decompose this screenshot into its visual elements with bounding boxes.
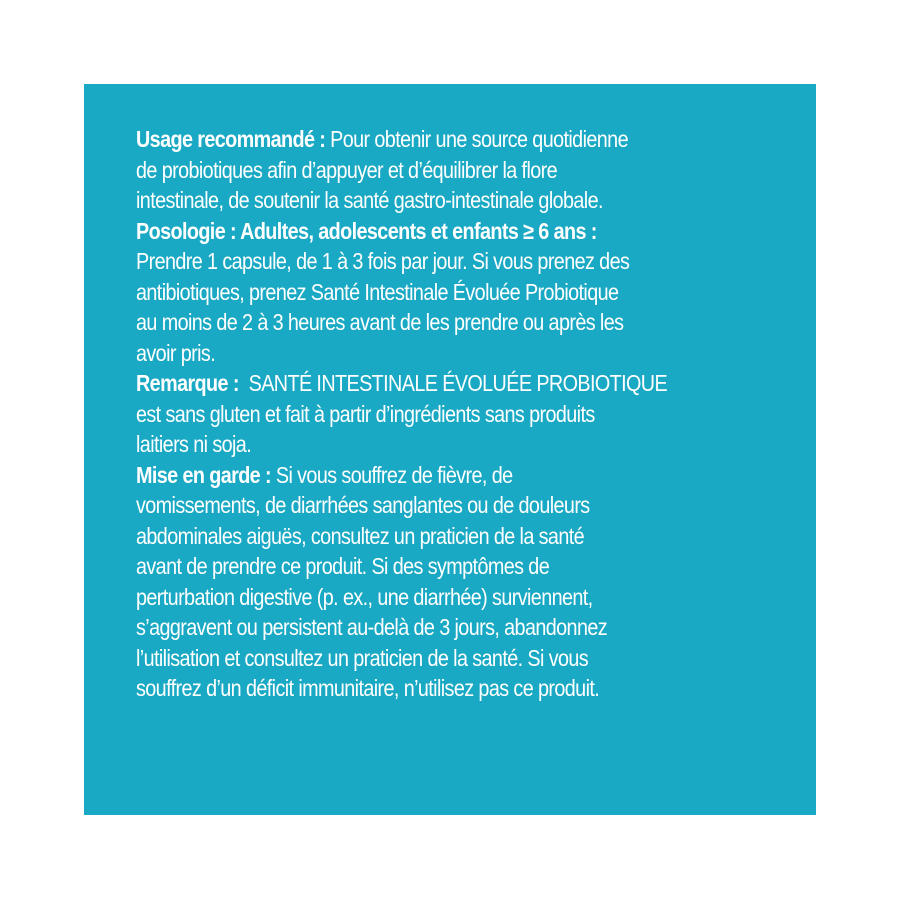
section-first-line <box>136 216 786 247</box>
section-first-line <box>136 460 786 491</box>
section-line: de probiotiques afin d’appuyer et d’équilibrer la flore <box>136 156 558 183</box>
section-line: au moins de 2 à 3 heures avant de les prendre ou après les <box>136 309 624 335</box>
section-text: SANTÉ INTESTINALE ÉVOLUÉE PROBIOTIQUE <box>238 370 668 396</box>
section-line: intestinale, de soutenir la santé gastro-intestinale globale. <box>136 187 603 213</box>
section-line: laitiers ni soja. <box>136 431 252 457</box>
label-panel <box>84 84 816 815</box>
section-line: Prendre 1 capsule, de 1 à 3 fois par jour. Si vous prenez des <box>136 248 630 274</box>
section-text: Pour obtenir une source quotidienne <box>325 126 628 152</box>
section-line: antibiotiques, prenez Santé Intestinale Évoluée Probiotique <box>136 278 619 305</box>
section-text: Si vous souffrez de fièvre, de <box>270 461 513 488</box>
section-heading: Mise en garde : <box>136 461 271 488</box>
section-line: est sans gluten et fait à partir d’ingrédients sans produits <box>136 400 595 427</box>
section-line: perturbation digestive (p. ex., une diarrhée) surviennent, <box>136 583 593 610</box>
section-line: souffrez d’un déficit immunitaire, n’utilisez pas ce produit. <box>136 675 600 701</box>
section-heading: Usage recommandé : <box>136 126 326 152</box>
section-remarque <box>136 368 786 460</box>
section-line: vomissements, de diarrhées sanglantes ou de douleurs <box>136 492 590 518</box>
label-text-block <box>136 124 786 704</box>
section-line: l’utilisation et consultez un praticien de la santé. Si vous <box>136 644 589 671</box>
section-posologie <box>136 216 786 369</box>
section-first-line <box>136 124 786 155</box>
section-line: avant de prendre ce produit. Si des symptômes de <box>136 553 550 579</box>
section-first-line <box>136 368 786 399</box>
section-heading: Remarque : <box>136 370 239 396</box>
section-line: avoir pris. <box>136 339 216 366</box>
section-usage <box>136 124 786 216</box>
section-line: s’aggravent ou persistent au-delà de 3 jours, abandonnez <box>136 614 608 640</box>
section-line: abdominales aiguës, consultez un praticien de la santé <box>136 522 585 549</box>
section-heading: Posologie : Adultes, adolescents et enfants ≥ 6 ans : <box>136 217 597 244</box>
section-mise-en-garde <box>136 460 786 704</box>
